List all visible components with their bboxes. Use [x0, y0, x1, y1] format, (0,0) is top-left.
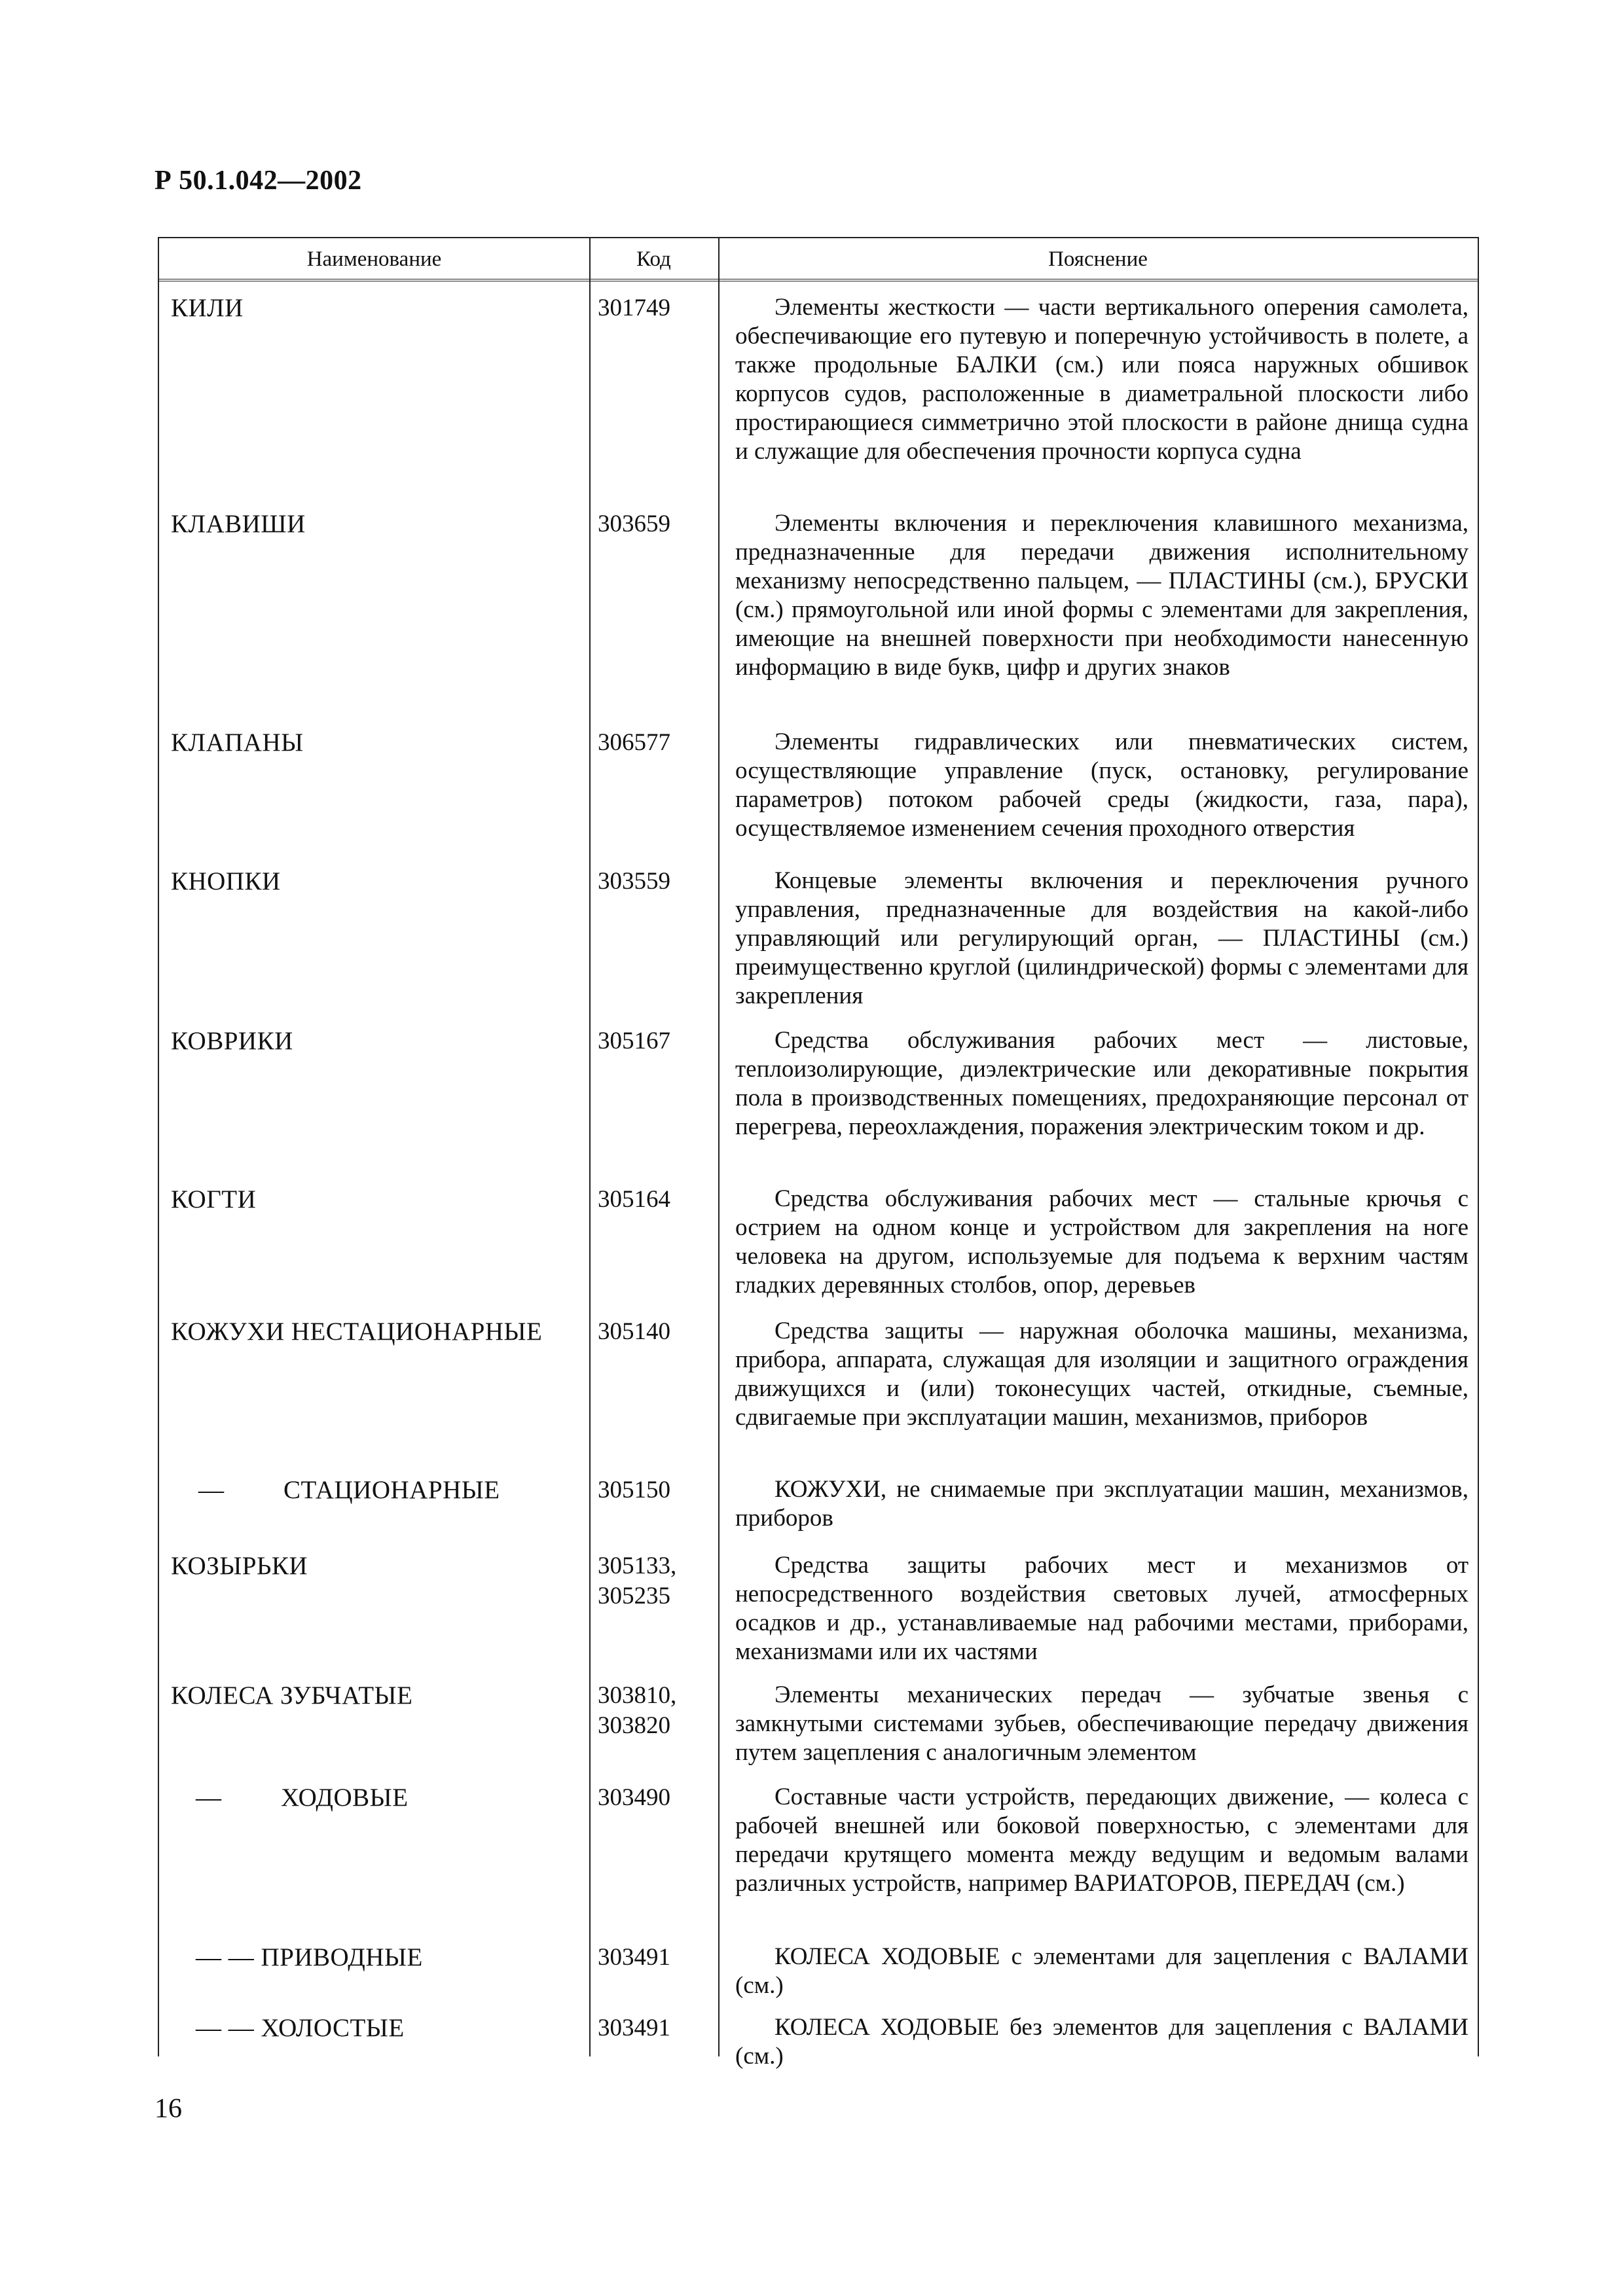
column-divider	[718, 238, 720, 2056]
term-name: КНОПКИ	[171, 867, 281, 895]
term-name	[196, 2013, 405, 2043]
term-name	[196, 1783, 409, 1812]
term-description: Концевые элементы включения и переключения ручного управления, предназначенные для воздействия на какой-либо управляющий или регулирующий орган, — ПЛАСТИНЫ (см.) преимущественно круглой (цилиндрической) формы с элементами для закрепления	[735, 867, 1468, 1009]
term-code: 303659	[598, 511, 670, 537]
term-code: 303559	[598, 868, 670, 895]
term-name	[196, 1943, 423, 1972]
term-code: 303490	[598, 1784, 670, 1811]
term-description: Средства защиты — наружная оболочка машины, механизма, прибора, аппарата, служащая для изоляции и защитного ограждения движущихся и (или) токонесущих частей, откидные, съемные, сдвигаемые при эксплуатации машин, механизмов, приборов	[735, 1318, 1468, 1431]
terms-table	[158, 237, 1479, 2070]
term-name: КОЖУХИ НЕСТАЦИОНАРНЫЕ	[171, 1318, 543, 1346]
term-name: КОЛЕСА ЗУБЧАТЫЕ	[171, 1681, 413, 1710]
term-code: 301749	[598, 295, 670, 321]
document-code: Р 50.1.042—2002	[155, 166, 362, 196]
term-name: КЛАПАНЫ	[171, 728, 304, 757]
subterm-dash: —	[196, 1784, 222, 1812]
term-description: КОЛЕСА ХОДОВЫЕ с элементами для зацепления с ВАЛАМИ (см.)	[735, 1943, 1468, 1999]
term-name: КЛАВИШИ	[171, 510, 306, 538]
subterm-dash: —	[198, 1476, 225, 1504]
term-description: Средства обслуживания рабочих мест — стальные крючья с острием на одном конце и устройством для закрепления на ноге человека на другом, используемые для подъема к верхним частям гладких деревянных столбов, опор, деревьев	[735, 1185, 1468, 1299]
subterm-label: ПРИВОДНЫЕ	[261, 1943, 423, 1971]
term-description: Средства защиты рабочих мест и механизмов от непосредственного воздействия световых лучей, атмосферных осадков и др., устанавливаемые над рабочими местами, приборами, механизмами или их частями	[735, 1552, 1468, 1665]
term-code: 306577	[598, 729, 670, 756]
term-description: Элементы включения и переключения клавишного механизма, предназначенные для передачи движения исполнительному механизму непосредственно пальцем, — ПЛАСТИНЫ (см.), БРУСКИ (см.) прямоугольной или иной формы с элементами для закрепления, имеющие на внешней поверхности при необходимости нанесенную информацию в виде букв, цифр и других знаков	[735, 510, 1468, 681]
term-code: 305140	[598, 1318, 670, 1345]
subterm-label: ХОДОВЫЕ	[281, 1784, 409, 1812]
table-header	[159, 238, 1478, 281]
term-description: КОЖУХИ, не снимаемые при эксплуатации машин, механизмов, приборов	[735, 1476, 1468, 1532]
term-code: 305167	[598, 1028, 670, 1054]
term-code: 305164	[598, 1186, 670, 1213]
term-name	[198, 1475, 500, 1505]
term-description: Составные части устройств, передающих движение, — колеса с рабочей внешней или боковой поверхностью, с элементами для передачи крутящего момента между ведущим и ведомым валами различных устройств, например ВАРИАТОРОВ, ПЕРЕДАЧ (см.)	[735, 1784, 1468, 1897]
term-description: Элементы гидравлических или пневматических систем, осуществляющие управление (пуск, остановку, регулирование параметров) потоком рабочей среды (жидкости, газа, пара), осуществляемое изменением сечения проходного отверстия	[735, 728, 1468, 842]
header-name: Наименование	[306, 247, 442, 271]
term-description: КОЛЕСА ХОДОВЫЕ без элементов для зацепления с ВАЛАМИ (см.)	[735, 2014, 1468, 2070]
term-code	[598, 1551, 716, 1611]
header-explanation: Пояснение	[1048, 247, 1148, 271]
term-code	[598, 1681, 716, 1741]
subterm-label: ХОЛОСТЫЕ	[261, 2014, 405, 2042]
subterm-label: СТАЦИОНАРНЫЕ	[283, 1476, 500, 1504]
term-code: 303491	[598, 1944, 670, 1971]
term-description: Средства обслуживания рабочих мест — листовые, теплоизолирующие, диэлектрические или декоративные покрытия пола в производственных помещениях, предохраняющие персонал от перегрева, переохлаждения, поражения электрическим током и др.	[735, 1027, 1468, 1140]
term-code-line: 305235	[598, 1583, 670, 1609]
term-description: Элементы механических передач — зубчатые звенья с замкнутыми системами зубьев, обеспечивающие передачу движения путем зацепления с аналогичным элементом	[735, 1681, 1468, 1766]
term-code: 305150	[598, 1477, 670, 1503]
term-name: КОГТИ	[171, 1185, 257, 1213]
subterm-dash: — —	[196, 2014, 255, 2042]
term-name: КОВРИКИ	[171, 1027, 293, 1055]
term-code-line: 303810,	[598, 1682, 677, 1709]
term-code-line: 303820	[598, 1712, 670, 1739]
column-divider	[589, 238, 591, 2056]
term-name: КОЗЫРЬКИ	[171, 1552, 308, 1580]
term-code: 303491	[598, 2015, 670, 2041]
header-code: Код	[636, 247, 671, 271]
subterm-dash: — —	[196, 1943, 255, 1971]
term-name: КИЛИ	[171, 294, 244, 322]
term-description: Элементы жесткости — части вертикального оперения самолета, обеспечивающие его путевую и поперечную устойчивость в полете, а также продольные БАЛКИ (см.) или пояса наружных обшивок корпусов судов, расположенные в диаметральной плоскости либо простирающиеся симметрично этой плоскости в районе днища судна и служащие для обеспечения прочности корпуса судна	[735, 294, 1468, 465]
page-number: 16	[155, 2094, 182, 2124]
term-code-line: 305133,	[598, 1552, 677, 1579]
